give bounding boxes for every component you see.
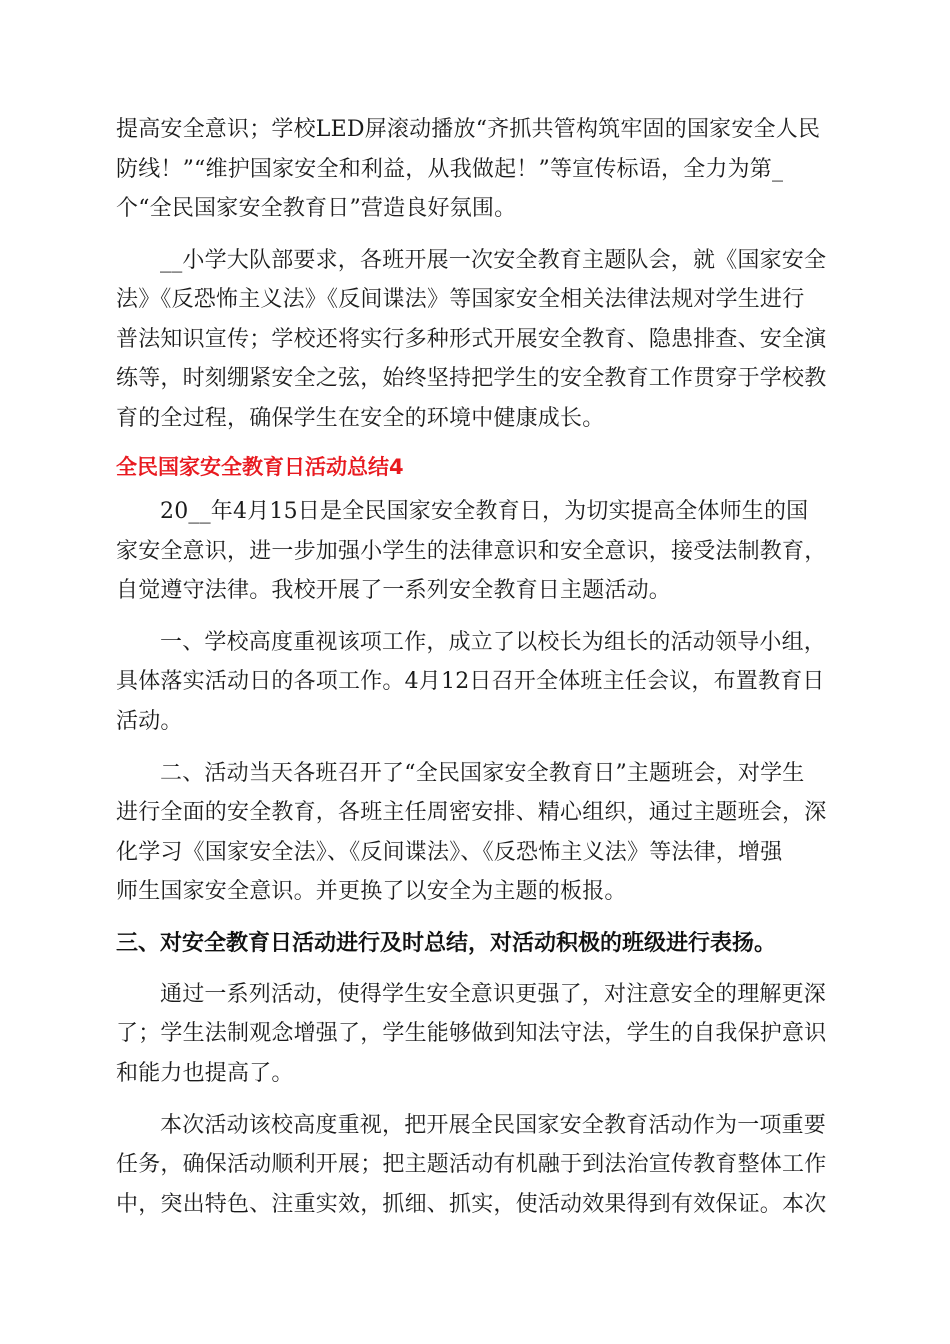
text-line: 本次活动该校高度重视，把开展全民国家安全教育活动作为一项重要 bbox=[160, 1113, 827, 1138]
text-line: 普法知识宣传；学校还将实行多种形式开展安全教育、隐患排查、安全演 bbox=[116, 327, 827, 352]
text-line: 防线！”“维护国家安全和利益，从我做起！”等宣传标语，全力为第_ bbox=[116, 157, 784, 182]
text-line: 任务，确保活动顺利开展；把主题活动有机融于到法治宣传教育整体工作 bbox=[116, 1152, 827, 1177]
text-line: 20__年4月15日是全民国家安全教育日，为切实提高全体师生的国 bbox=[160, 499, 809, 524]
text-line: 具体落实活动日的各项工作。4月12日召开全体班主任会议，布置教育日 bbox=[116, 669, 825, 694]
text-line: 进行全面的安全教育，各班主任周密安排、精心组织，通过主题班会，深 bbox=[116, 800, 827, 825]
section-heading: 全民国家安全教育日活动总结4 bbox=[116, 455, 404, 479]
text-line: __小学大队部要求，各班开展一次安全教育主题队会，就《国家安全 bbox=[160, 248, 827, 273]
text-line: 化学习《国家安全法》、《反间谍法》、《反恐怖主义法》等法律，增强 bbox=[116, 840, 783, 865]
text-line: 二、活动当天各班召开了“全民国家安全教育日”主题班会，对学生 bbox=[160, 761, 805, 786]
text-line: 了；学生法制观念增强了，学生能够做到知法守法，学生的自我保护意识 bbox=[116, 1021, 827, 1046]
text-line: 家安全意识，进一步加强小学生的法律意识和安全意识，接受法制教育， bbox=[116, 539, 827, 564]
text-line: 育的全过程，确保学生在安全的环境中健康成长。 bbox=[116, 406, 605, 431]
text-line: 法》《反恐怖主义法》《反间谍法》等国家安全相关法律法规对学生进行 bbox=[116, 287, 805, 312]
text-line: 一、学校高度重视该项工作，成立了以校长为组长的活动领导小组， bbox=[160, 630, 827, 655]
text-line: 个“全民国家安全教育日”营造良好氛围。 bbox=[116, 196, 517, 221]
text-line: 提高安全意识；学校LED屏滚动播放“齐抓共管构筑牢固的国家安全人民 bbox=[116, 117, 821, 142]
text-line: 自觉遵守法律。我校开展了一系列安全教育日主题活动。 bbox=[116, 578, 672, 603]
text-line: 中，突出特色、注重实效，抓细、抓实，使活动效果得到有效保证。本次 bbox=[116, 1192, 827, 1217]
text-line: 通过一系列活动，使得学生安全意识更强了，对注意安全的理解更深 bbox=[160, 982, 827, 1007]
text-line: 练等，时刻绷紧安全之弦，始终坚持把学生的安全教育工作贯穿于学校教 bbox=[116, 366, 827, 391]
text-line: 师生国家安全意识。并更换了以安全为主题的板报。 bbox=[116, 879, 627, 904]
text-line: 活动。 bbox=[116, 709, 183, 734]
bold-subheading: 三、对安全教育日活动进行及时总结，对活动积极的班级进行表扬。 bbox=[116, 930, 777, 956]
text-line: 和能力也提高了。 bbox=[116, 1061, 294, 1086]
